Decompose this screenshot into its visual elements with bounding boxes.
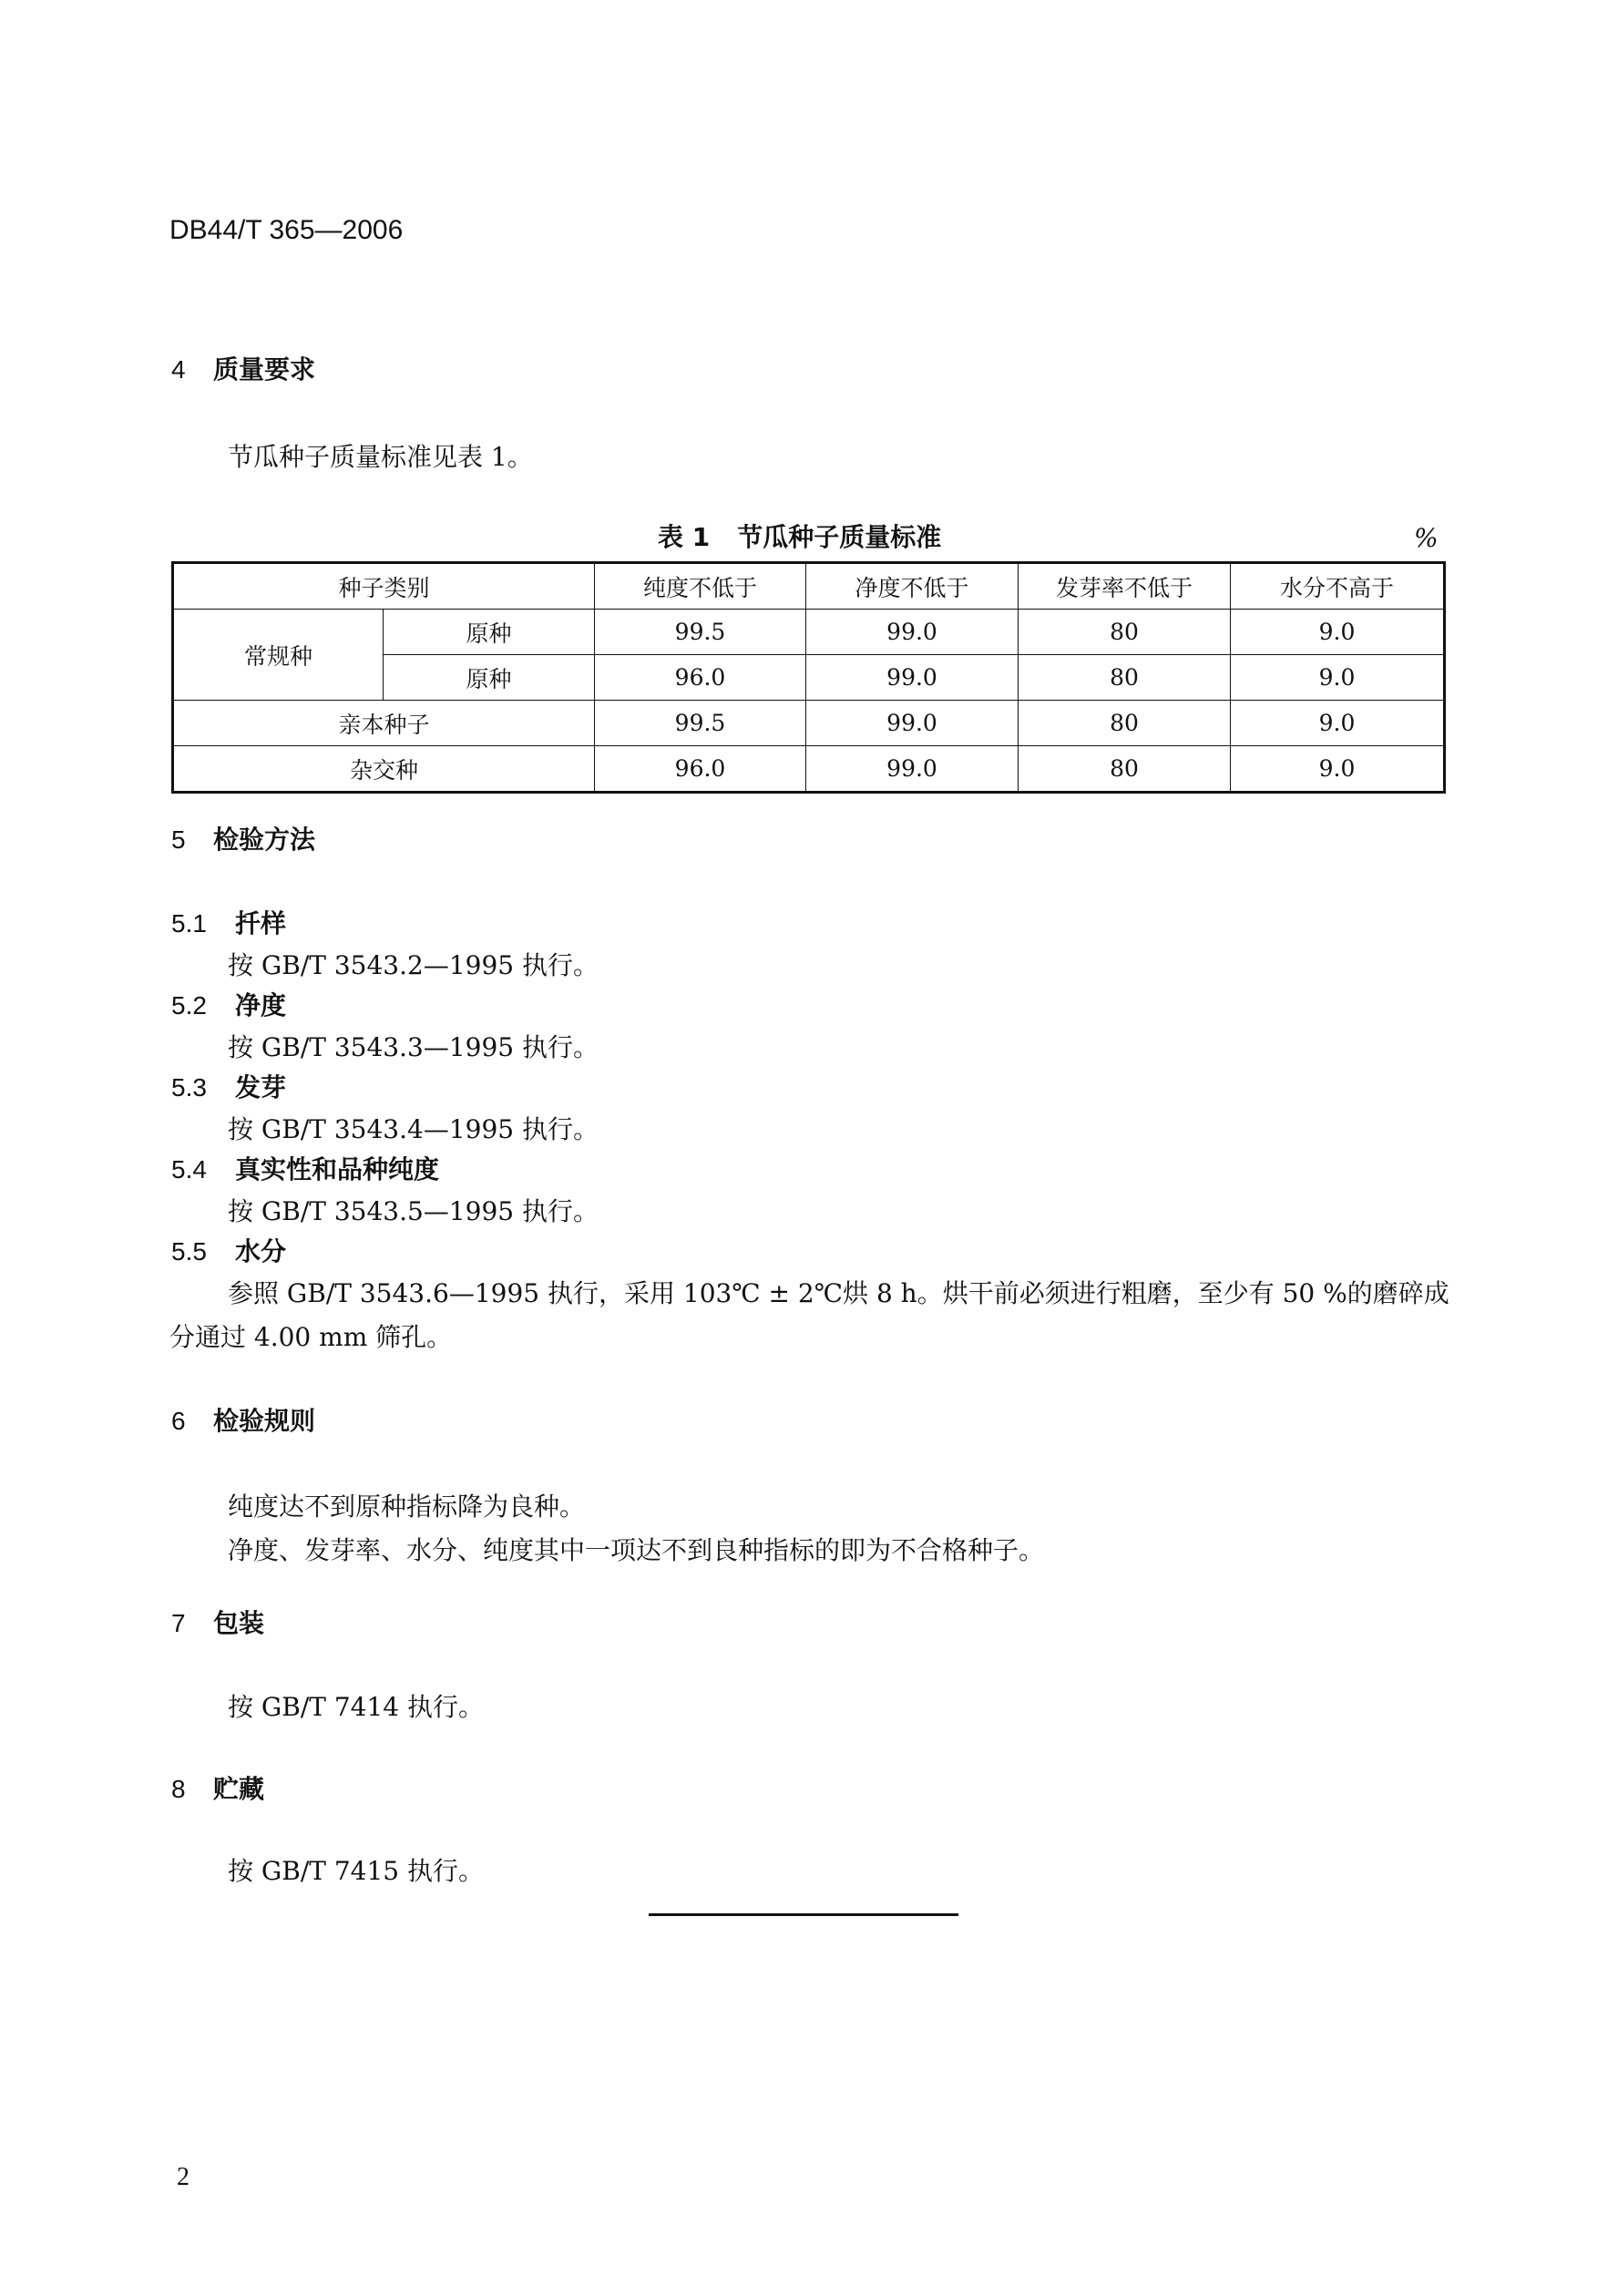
section-6-text-line2: 净度、发芽率、水分、纯度其中一项达不到良种指标的即为不合格种子。 [228, 1535, 1045, 1565]
subsection-5-2-heading [171, 986, 286, 1022]
section-5-heading [171, 820, 315, 856]
group-label-conventional: 常规种 [173, 610, 384, 701]
subsection-5-3-heading [171, 1068, 286, 1104]
subsection-5-4-text: 按 GB/T 3543.5—1995 执行。 [228, 1196, 599, 1226]
subsection-5-1-text: 按 GB/T 3543.2—1995 执行。 [228, 950, 599, 980]
cell-moisture: 9.0 [1231, 610, 1445, 655]
subsection-number: 5.3 [171, 1073, 207, 1102]
section-4-text: 节瓜种子质量标准见表 1。 [228, 442, 533, 472]
section-7-text: 按 GB/T 7414 执行。 [228, 1692, 485, 1722]
section-7-heading [171, 1604, 264, 1640]
subsection-5-5-heading [171, 1232, 286, 1268]
section-number: 8 [171, 1775, 186, 1803]
cell-moisture: 9.0 [1231, 701, 1445, 746]
subsection-title: 发芽 [235, 1072, 287, 1102]
section-title: 检验规则 [213, 1406, 316, 1436]
subsection-number: 5.2 [171, 991, 207, 1020]
header-purity: 纯度不低于 [595, 563, 806, 610]
cell-cleanliness: 99.0 [806, 610, 1019, 655]
header-moisture: 水分不高于 [1231, 563, 1445, 610]
subsection-number: 5.5 [171, 1237, 207, 1266]
table-caption-label: 表 1 [658, 522, 711, 552]
section-title: 贮藏 [213, 1774, 265, 1804]
section-title: 包装 [213, 1608, 265, 1638]
section-6-text-line1: 纯度达不到原种指标降为良种。 [228, 1491, 586, 1522]
cell-cleanliness: 99.0 [806, 655, 1019, 701]
subsection-5-5-text-line1: 参照 GB/T 3543.6—1995 执行，采用 103℃ ± 2℃烘 8 h。烘干前必须进行粗磨，至少有 50 %的磨碎成 [228, 1278, 1449, 1308]
section-title: 检验方法 [213, 825, 316, 855]
document-number: DB44/T 365—2006 [169, 215, 404, 245]
section-4-heading [171, 350, 315, 386]
subsection-title: 净度 [235, 990, 287, 1020]
table-unit: % [1414, 523, 1439, 553]
header-seed-category: 种子类别 [173, 563, 595, 610]
table-row [173, 746, 1445, 793]
cell-purity: 96.0 [595, 655, 806, 701]
header-cleanliness: 净度不低于 [806, 563, 1019, 610]
section-8-heading [171, 1769, 264, 1806]
cell-purity: 96.0 [595, 746, 806, 793]
table-row [173, 701, 1445, 746]
section-8-text: 按 GB/T 7415 执行。 [228, 1856, 485, 1886]
subsection-5-1-heading [171, 904, 286, 940]
row-sub-label: 原种 [384, 610, 595, 655]
header-germination: 发芽率不低于 [1019, 563, 1231, 610]
table-row [173, 610, 1445, 655]
section-number: 7 [171, 1609, 186, 1637]
cell-cleanliness: 99.0 [806, 746, 1019, 793]
subsection-number: 5.1 [171, 909, 207, 938]
row-sub-label: 原种 [384, 655, 595, 701]
cell-germination: 80 [1019, 746, 1231, 793]
cell-germination: 80 [1019, 701, 1231, 746]
end-of-document-line [649, 1913, 958, 1916]
subsection-number: 5.4 [171, 1155, 207, 1184]
seed-quality-table [171, 561, 1446, 794]
section-number: 4 [171, 355, 186, 384]
section-number: 6 [171, 1407, 186, 1435]
table-caption-title: 节瓜种子质量标准 [737, 522, 942, 552]
page-number: 2 [177, 2163, 189, 2191]
cell-germination: 80 [1019, 655, 1231, 701]
table-caption [658, 518, 941, 554]
cell-moisture: 9.0 [1231, 655, 1445, 701]
section-number: 5 [171, 825, 186, 854]
section-6-heading [171, 1401, 315, 1438]
section-title: 质量要求 [213, 354, 316, 384]
cell-purity: 99.5 [595, 701, 806, 746]
subsection-5-5-text-line2: 分通过 4.00 mm 筛孔。 [169, 1322, 453, 1352]
subsection-title: 扦样 [235, 908, 287, 938]
cell-cleanliness: 99.0 [806, 701, 1019, 746]
subsection-5-2-text: 按 GB/T 3543.3—1995 执行。 [228, 1032, 599, 1062]
subsection-title: 真实性和品种纯度 [235, 1154, 440, 1184]
subsection-title: 水分 [235, 1236, 287, 1266]
cell-purity: 99.5 [595, 610, 806, 655]
row-label: 杂交种 [173, 746, 595, 793]
subsection-5-4-heading [171, 1150, 439, 1186]
row-label: 亲本种子 [173, 701, 595, 746]
table-header-row [173, 563, 1445, 610]
subsection-5-3-text: 按 GB/T 3543.4—1995 执行。 [228, 1114, 599, 1144]
cell-moisture: 9.0 [1231, 746, 1445, 793]
cell-germination: 80 [1019, 610, 1231, 655]
